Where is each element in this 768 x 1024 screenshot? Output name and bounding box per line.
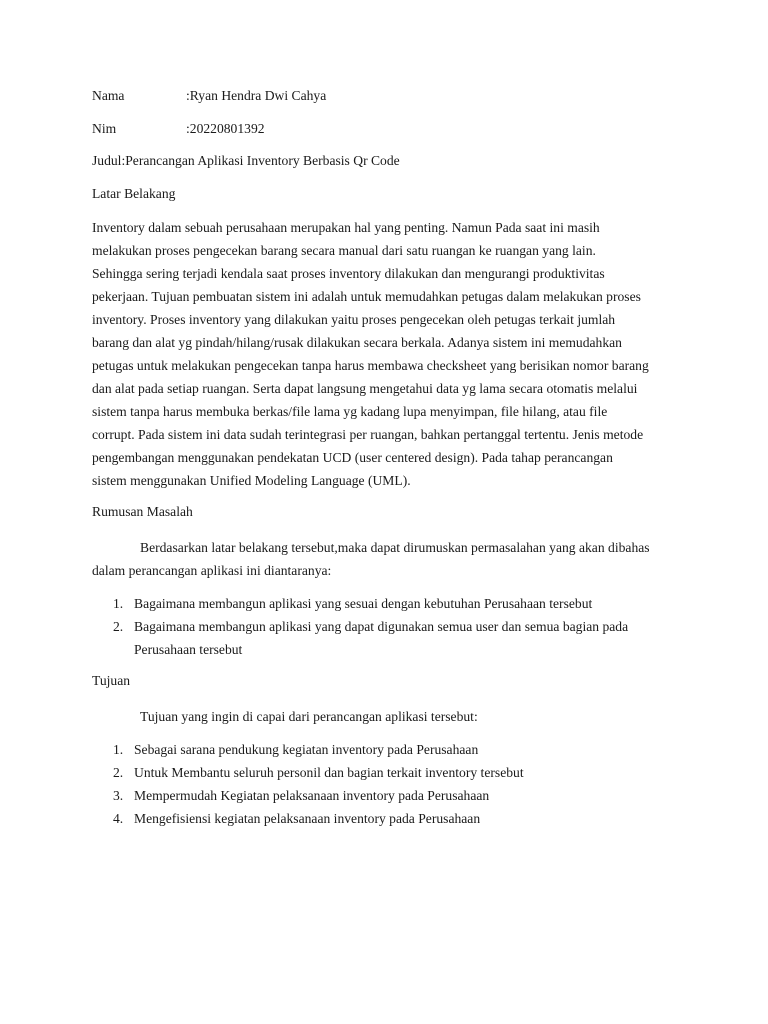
paragraph-line: barang dan alat yg pindah/hilang/rusak dilakukan secara berkala. Adanya sistem ini memudahkan [92, 335, 622, 350]
paragraph-line: pekerjaan. Tujuan pembuatan sistem ini adalah untuk memudahkan petugas dalam melakukan proses [92, 289, 641, 304]
rumusan-intro [92, 536, 682, 582]
list-item [92, 761, 682, 784]
paragraph-line: pengembangan menggunakan pendekatan UCD (user centered design). Pada tahap perancangan [92, 450, 613, 465]
list-item-text: Mempermudah Kegiatan pelaksanaan inventory pada Perusahaan [134, 788, 490, 803]
paragraph-line: corrupt. Pada sistem ini data sudah terintegrasi per ruangan, bahkan pertanggal tertentu. Jenis metode [92, 427, 644, 442]
list-item [92, 807, 682, 830]
rumusan-list [92, 592, 682, 661]
list-number: 2. [113, 765, 124, 780]
list-number: 3. [113, 788, 124, 803]
list-item-text: Mengefisiensi kegiatan pelaksanaan inventory pada Perusahaan [134, 811, 481, 826]
nim-value: :20220801392 [186, 120, 265, 136]
paragraph-line: sistem menggunakan Unified Modeling Language (UML). [92, 473, 411, 488]
paragraph-line: melakukan proses pengecekan barang secara manual dari satu ruangan ke ruangan yang lain. [92, 243, 596, 258]
list-item-text: Bagaimana membangun aplikasi yang sesuai dengan kebutuhan Perusahaan tersebut [134, 596, 593, 611]
nama-row [92, 86, 682, 106]
tujuan-heading: Tujuan [92, 673, 131, 688]
list-number: 2. [113, 619, 124, 634]
paragraph-line: sistem tanpa harus membuka berkas/file lama yg kadang lupa menyimpan, file hilang, atau file [92, 404, 608, 419]
list-item-text: Perusahaan tersebut [134, 642, 243, 657]
list-item-text: Sebagai sarana pendukung kegiatan inventory pada Perusahaan [134, 742, 479, 757]
document-page [92, 86, 682, 830]
paragraph-line: inventory. Proses inventory yang dilakukan yaitu proses pengecekan oleh petugas terkait jumlah [92, 312, 616, 327]
nama-label: Nama [92, 88, 125, 103]
paragraph-line: petugas untuk melakukan pengecekan tanpa harus membawa checksheet yang berisikan nomor barang [92, 358, 649, 373]
paragraph-line: Sehingga sering terjadi kendala saat proses inventory dilakukan dan mengurangi produktivitas [92, 266, 605, 281]
paragraph-line: dalam perancangan aplikasi ini diantaranya: [92, 563, 332, 578]
paragraph-line: Berdasarkan latar belakang tersebut,maka dapat dirumuskan permasalahan yang akan dibahas [140, 540, 650, 555]
list-number: 1. [113, 596, 124, 611]
judul-line: Judul:Perancangan Aplikasi Inventory Berbasis Qr Code [92, 153, 400, 168]
nim-row [92, 119, 682, 139]
latar-belakang-paragraph [92, 216, 682, 492]
nama-value: :Ryan Hendra Dwi Cahya [186, 88, 327, 103]
list-item [92, 738, 682, 761]
list-number: 4. [113, 811, 124, 826]
list-item-text: Bagaimana membangun aplikasi yang dapat digunakan semua user dan semua bagian pada [134, 619, 629, 634]
list-item [92, 592, 682, 615]
rumusan-masalah-heading: Rumusan Masalah [92, 504, 193, 519]
list-number: 1. [113, 742, 124, 757]
nim-label: Nim [92, 120, 117, 136]
paragraph-line: dan alat pada setiap ruangan. Serta dapat langsung mengetahui data yg lama secara otomatis melalui [92, 381, 638, 396]
list-item [92, 784, 682, 807]
list-item [92, 615, 682, 661]
paragraph-line: Inventory dalam sebuah perusahaan merupakan hal yang penting. Namun Pada saat ini masih [92, 220, 600, 235]
tujuan-list [92, 738, 682, 830]
list-item-text: Untuk Membantu seluruh personil dan bagian terkait inventory tersebut [134, 765, 524, 780]
latar-belakang-heading: Latar Belakang [92, 185, 176, 201]
tujuan-intro: Tujuan yang ingin di capai dari perancangan aplikasi tersebut: [140, 709, 478, 724]
